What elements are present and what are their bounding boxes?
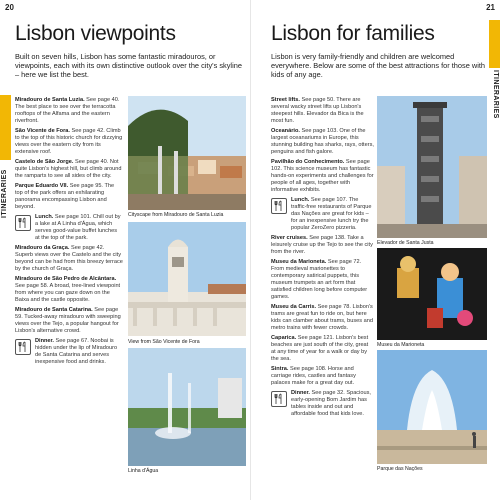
side-label-left: ITINERARIES (1, 169, 8, 218)
caption-sao-vicente: View from São Vicente de Fora (128, 339, 200, 345)
entry-text: See page 59. Tucked-away miradouro with sweeping views over the Tejo, a popular hangout for Lisbon's alternative crowd. (15, 307, 121, 334)
tip-dinner-right: Dinner. See page 32. Spacious, early-opening Bom Jardim has tables inside and out and affordable food that kids love. (271, 390, 374, 418)
page-number-left: 20 (5, 3, 14, 12)
entry (271, 97, 374, 125)
entry (15, 128, 123, 156)
entry-text: See page 102. This science museum has fantastic hands-on experiments and challenges for people of all ages, together with informative exhibits. (271, 159, 374, 193)
photo-parque-das-nacoes (377, 350, 487, 464)
page-title-right: Lisbon for families (271, 22, 435, 45)
side-label-right: ITINERARIES (492, 70, 499, 119)
entry-text: See page 50. There are several wacky street lifts up Lisbon's steepest hills. Elevador da Bica is the most fun. (271, 97, 364, 124)
entry (15, 276, 123, 304)
entry-text: See page 58. A broad, tree-lined viewpoint from where you can gaze down on the Baixa and the castle opposite. (15, 283, 121, 303)
entry-name: Miradouro de Santa Luzia. (15, 97, 85, 103)
entry (271, 128, 374, 156)
intro-right: Lisbon is very family-friendly and children are welcomed everywhere. Below are some of the best attractions for those with kids of any age. (271, 52, 486, 80)
entry (271, 159, 374, 194)
entry-name: Miradouro de São Pedro de Alcântara. (15, 276, 117, 283)
entry-text: See page 95. The top of the park offers an exhilarating panorama encompassing Lisbon and beyond. (15, 183, 115, 210)
entry (271, 259, 374, 300)
entry-name: Oceanário. (271, 128, 300, 135)
photo-museu-marioneta (377, 248, 487, 340)
entries-left (15, 97, 123, 369)
entry-text: See page 78. Lisbon's trams are great fun to ride on, but here kids can clamber about trams, buses and metro trains with fewer crowds. (271, 303, 373, 331)
entry (271, 366, 374, 387)
entry-text: See page 72. From medieval marionettes to contemporary satirical puppets, this museum trumpets an art form that satisfied children long before computer games. (271, 258, 368, 300)
entry (15, 307, 123, 335)
entry (15, 159, 123, 180)
entry-name: Miradouro da Graça. (15, 245, 70, 252)
entry-name: River cruises. (271, 234, 308, 241)
entry-text: See page 121. Lisbon's best beaches are just south of the city, great at any time of year for a walk or day by the sea. (271, 334, 369, 362)
entry-name: Castelo de São Jorge. (15, 159, 74, 166)
entry-text: See page 40. The best place to see over the terracotta rooftops of the Alfama and the eastern riverfront. (15, 97, 120, 124)
entry-name: São Vicente de Fora. (15, 128, 70, 135)
entry-name: Parque Eduardo VII. (15, 183, 69, 190)
entry-name: Pavilhão do Conhecimento. (271, 159, 345, 166)
entry (15, 97, 123, 125)
entry (15, 183, 123, 211)
page-gutter (250, 0, 251, 500)
photo-santa-luzia (128, 96, 246, 210)
entry-name: Street lifts. (271, 97, 300, 103)
entry-name: Miradouro de Santa Catarina. (15, 307, 93, 314)
photo-linha-dagua (128, 348, 246, 466)
caption-elevador: Elevador de Santa Justa (377, 240, 434, 246)
tip-lunch-right: Lunch. See page 107. The traffic-free restaurants of Parque das Nações are great for kids – for an inexpensive lunch try the popular ZeroZero pizzeria. (271, 197, 374, 232)
entry-text: See page 108. Horse and carriage rides, castles and fantasy palaces make for a great day out. (271, 365, 356, 386)
entry-name: Museu da Marioneta. (271, 258, 327, 265)
entry (15, 245, 123, 273)
entries-right (271, 97, 374, 421)
caption-marioneta: Museu da Marioneta (377, 342, 425, 348)
fork-knife-icon (271, 198, 287, 214)
entry-text: See page 138. Take a leisurely cruise up the Tejo to see the city from the river. (271, 234, 373, 255)
tip-lunch-left: Lunch. See page 101. Chill out by a lake at A Linha d'Água, which serves good-value buffet lunches at the top of the park. (15, 214, 123, 242)
entry (271, 235, 374, 256)
page-number-right: 21 (486, 3, 495, 12)
fork-knife-icon (271, 391, 287, 407)
intro-left: Built on seven hills, Lisbon has some fantastic miradouros, or viewpoints, each with its own distinctive outlook over the city's skyline – here we list the best. (15, 52, 242, 80)
entry-name: Museu da Carris. (271, 303, 317, 310)
entry-name: Caparica. (271, 334, 297, 341)
entry (271, 335, 374, 363)
entry-text: See page 42. Superb views over the Castelo and the city beyond can be had from this breezy terrace by the church of Graça. (15, 245, 123, 272)
fork-knife-icon (15, 339, 31, 355)
page-title-left: Lisbon viewpoints (15, 22, 176, 45)
side-tab-left (0, 95, 11, 160)
caption-santa-luzia: Cityscape from Miradouro de Santa Luzia (128, 212, 224, 218)
photo-elevador-santa-justa (377, 96, 487, 238)
entry (271, 304, 374, 332)
fork-knife-icon (15, 215, 31, 231)
side-tab-right (489, 20, 500, 68)
entry-text: See page 103. One of the largest oceanariums in Europe, this stunning building has sharks, rays, otters, penguins and fish galore. (271, 128, 374, 155)
entry-text: See page 40. Not quite Lisbon's highest hill, but climb around the ramparts to see all sides of the city. (15, 159, 122, 179)
caption-linha-dagua: Linha d'Água (128, 468, 159, 474)
entry-name: Sintra. (271, 365, 289, 372)
entry-text: See page 42. Climb to the top of this historic church for dizzying views over the eastern city from its extensive roof. (15, 128, 123, 155)
tip-dinner-left: Dinner. See page 67. Noobai is hidden under the lip of Miradouro de Santa Catarina and serves inexpensive food and drinks. (15, 338, 123, 366)
caption-parque: Parque das Nações (377, 466, 423, 472)
photo-sao-vicente (128, 222, 246, 336)
